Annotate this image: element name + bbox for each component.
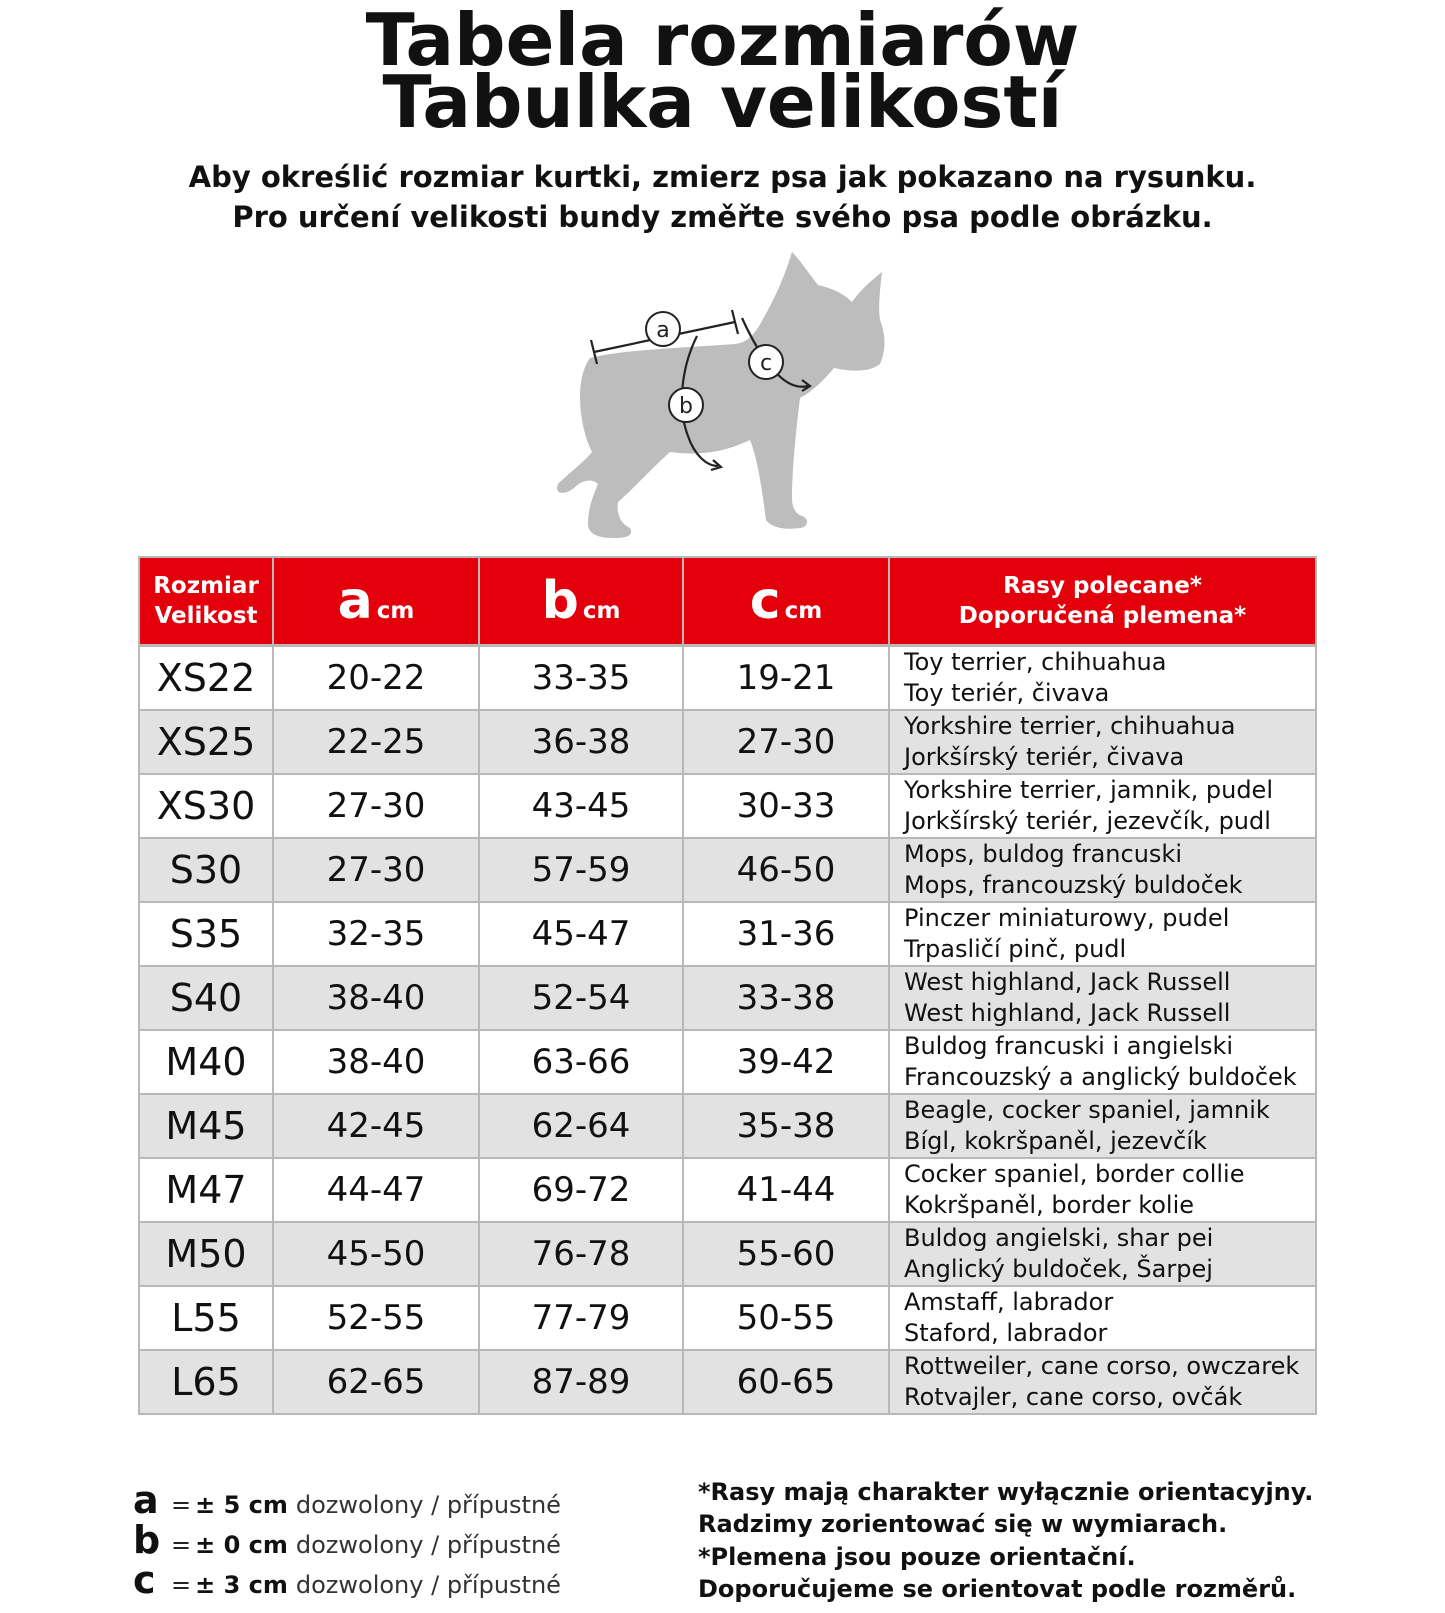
cell-b: 69-72 xyxy=(479,1158,683,1222)
breed-czech: Mops, francouzský buldoček xyxy=(904,871,1243,899)
header-a xyxy=(273,557,479,646)
tolerance-letter: b xyxy=(133,1518,161,1562)
header-c xyxy=(683,557,889,646)
table-row xyxy=(139,1030,1316,1094)
breed-polish: Yorkshire terrier, chihuahua xyxy=(904,712,1236,740)
note-line: Radzimy zorientować się w wymiarach. xyxy=(698,1510,1228,1538)
breed-czech: Rotvajler, cane corso, ovčák xyxy=(904,1383,1243,1411)
cell-a: 52-55 xyxy=(273,1286,479,1350)
cell-c: 30-33 xyxy=(683,774,889,838)
cell-a: 27-30 xyxy=(273,774,479,838)
cell-breeds xyxy=(889,1222,1316,1286)
tolerance-text: dozwolony / přípustné xyxy=(295,1531,561,1559)
header-c-unit: cm xyxy=(784,598,823,624)
breed-polish: Pinczer miniaturowy, pudel xyxy=(904,904,1230,932)
breed-czech: Jorkšírský teriér, jezevčík, pudl xyxy=(904,807,1271,835)
size-table xyxy=(138,556,1317,1415)
subtitle-czech: Pro určení velikosti bundy změřte svého psa podle obrázku. xyxy=(232,200,1213,234)
label-b: b xyxy=(679,394,693,419)
cell-size: XS25 xyxy=(139,710,273,774)
cell-c: 60-65 xyxy=(683,1350,889,1414)
table-row xyxy=(139,1286,1316,1350)
breed-polish: Yorkshire terrier, jamnik, pudel xyxy=(904,776,1273,804)
breed-czech: Bígl, kokršpaněl, jezevčík xyxy=(904,1127,1207,1155)
header-size-pl: Rozmiar xyxy=(153,573,259,599)
tolerance-c xyxy=(133,1558,561,1602)
note-line: *Plemena jsou pouze orientační. xyxy=(698,1543,1136,1571)
cell-b: 36-38 xyxy=(479,710,683,774)
cell-size: L65 xyxy=(139,1350,273,1414)
breed-polish: Buldog francuski i angielski xyxy=(904,1032,1234,1060)
cell-a: 20-22 xyxy=(273,646,479,711)
tolerance-value: ± 5 cm xyxy=(195,1491,288,1519)
cell-b: 76-78 xyxy=(479,1222,683,1286)
table-row xyxy=(139,966,1316,1030)
label-c: c xyxy=(759,351,773,376)
breed-polish: Buldog angielski, shar pei xyxy=(904,1224,1214,1252)
cell-a: 62-65 xyxy=(273,1350,479,1414)
breed-polish: Amstaff, labrador xyxy=(904,1288,1114,1316)
cell-c: 39-42 xyxy=(683,1030,889,1094)
breed-polish: Toy terrier, chihuahua xyxy=(904,648,1167,676)
cell-c: 46-50 xyxy=(683,838,889,902)
table-row xyxy=(139,774,1316,838)
tolerance-text: dozwolony / přípustné xyxy=(295,1571,561,1599)
tolerance-equals: = xyxy=(171,1571,192,1599)
tolerance-value: ± 0 cm xyxy=(195,1531,288,1559)
breed-polish: West highland, Jack Russell xyxy=(904,968,1231,996)
cell-b: 57-59 xyxy=(479,838,683,902)
cell-size: L55 xyxy=(139,1286,273,1350)
cell-size: S30 xyxy=(139,838,273,902)
breed-czech: Anglický buldoček, Šarpej xyxy=(904,1255,1213,1283)
tolerance-letter: c xyxy=(133,1558,156,1602)
cell-breeds xyxy=(889,838,1316,902)
cell-b: 45-47 xyxy=(479,902,683,966)
cell-size: M50 xyxy=(139,1222,273,1286)
cell-a: 44-47 xyxy=(273,1158,479,1222)
cell-breeds xyxy=(889,966,1316,1030)
table-row xyxy=(139,1158,1316,1222)
cell-c: 35-38 xyxy=(683,1094,889,1158)
breed-czech: Francouzský a anglický buldoček xyxy=(904,1063,1297,1091)
cell-size: S40 xyxy=(139,966,273,1030)
header-b xyxy=(479,557,683,646)
tolerance-a xyxy=(133,1478,561,1522)
table-row xyxy=(139,646,1316,711)
cell-a: 38-40 xyxy=(273,966,479,1030)
cell-b: 63-66 xyxy=(479,1030,683,1094)
header-c-letter: c xyxy=(749,571,781,631)
header-breeds xyxy=(889,557,1316,646)
cell-c: 41-44 xyxy=(683,1158,889,1222)
header-a-unit: cm xyxy=(376,598,415,624)
cell-a: 27-30 xyxy=(273,838,479,902)
cell-b: 52-54 xyxy=(479,966,683,1030)
header-size xyxy=(139,557,273,646)
tolerance-b xyxy=(133,1518,561,1562)
breed-polish: Cocker spaniel, border collie xyxy=(904,1160,1245,1188)
breed-czech: West highland, Jack Russell xyxy=(904,999,1231,1027)
breed-czech: Kokršpaněl, border kolie xyxy=(904,1191,1195,1219)
dog-silhouette xyxy=(557,252,884,538)
cell-a: 45-50 xyxy=(273,1222,479,1286)
cell-breeds xyxy=(889,1094,1316,1158)
cell-breeds xyxy=(889,774,1316,838)
tolerance-equals: = xyxy=(171,1531,192,1559)
note-line: *Rasy mają charakter wyłącznie orientacyjny. xyxy=(698,1478,1314,1506)
note-line: Doporučujeme se orientovat podle rozměrů. xyxy=(698,1575,1297,1603)
breed-czech: Toy teriér, čivava xyxy=(904,679,1110,707)
cell-size: S35 xyxy=(139,902,273,966)
cell-breeds xyxy=(889,1350,1316,1414)
cell-c: 55-60 xyxy=(683,1222,889,1286)
tolerance-letter: a xyxy=(133,1478,159,1522)
tolerance-value: ± 3 cm xyxy=(195,1571,288,1599)
cell-size: XS22 xyxy=(139,646,273,711)
cell-a: 32-35 xyxy=(273,902,479,966)
cell-c: 50-55 xyxy=(683,1286,889,1350)
breed-polish: Mops, buldog francuski xyxy=(904,840,1182,868)
cell-size: M47 xyxy=(139,1158,273,1222)
header-size-cz: Velikost xyxy=(154,603,258,629)
tolerance-text: dozwolony / přípustné xyxy=(295,1491,561,1519)
label-a: a xyxy=(656,318,670,343)
cell-breeds xyxy=(889,1286,1316,1350)
cell-b: 33-35 xyxy=(479,646,683,711)
cell-c: 27-30 xyxy=(683,710,889,774)
cell-size: M45 xyxy=(139,1094,273,1158)
header-breeds-pl: Rasy polecane* xyxy=(1003,573,1202,599)
header-b-letter: b xyxy=(541,571,579,631)
table-row xyxy=(139,710,1316,774)
cell-breeds xyxy=(889,646,1316,711)
cell-breeds xyxy=(889,1158,1316,1222)
cell-c: 31-36 xyxy=(683,902,889,966)
cell-b: 43-45 xyxy=(479,774,683,838)
table-row xyxy=(139,838,1316,902)
breed-polish: Beagle, cocker spaniel, jamnik xyxy=(904,1096,1270,1124)
cell-a: 38-40 xyxy=(273,1030,479,1094)
breed-polish: Rottweiler, cane corso, owczarek xyxy=(904,1352,1300,1380)
cell-a: 42-45 xyxy=(273,1094,479,1158)
table-row xyxy=(139,1350,1316,1414)
subtitle-polish: Aby określić rozmiar kurtki, zmierz psa jak pokazano na rysunku. xyxy=(188,160,1257,194)
cell-breeds xyxy=(889,902,1316,966)
breed-czech: Trpasličí pinč, pudl xyxy=(904,935,1127,963)
cell-c: 19-21 xyxy=(683,646,889,711)
cell-breeds xyxy=(889,710,1316,774)
cell-b: 87-89 xyxy=(479,1350,683,1414)
tolerance-equals: = xyxy=(171,1491,192,1519)
table-row xyxy=(139,1094,1316,1158)
table-header-row xyxy=(139,557,1316,646)
cell-c: 33-38 xyxy=(683,966,889,1030)
cell-breeds xyxy=(889,1030,1316,1094)
cell-a: 22-25 xyxy=(273,710,479,774)
header-a-letter: a xyxy=(337,571,373,631)
breed-czech: Staford, labrador xyxy=(904,1319,1108,1347)
page-title-czech: Tabulka velikostí xyxy=(382,60,1063,144)
cell-b: 62-64 xyxy=(479,1094,683,1158)
cell-size: XS30 xyxy=(139,774,273,838)
header-b-unit: cm xyxy=(582,598,621,624)
dog-measurement-diagram xyxy=(530,240,930,560)
table-row xyxy=(139,902,1316,966)
page-title-polish: Tabela rozmiarów xyxy=(365,0,1080,82)
cell-size: M40 xyxy=(139,1030,273,1094)
cell-b: 77-79 xyxy=(479,1286,683,1350)
breed-czech: Jorkšírský teriér, čivava xyxy=(904,743,1185,771)
header-breeds-cz: Doporučená plemena* xyxy=(958,603,1247,629)
table-row xyxy=(139,1222,1316,1286)
